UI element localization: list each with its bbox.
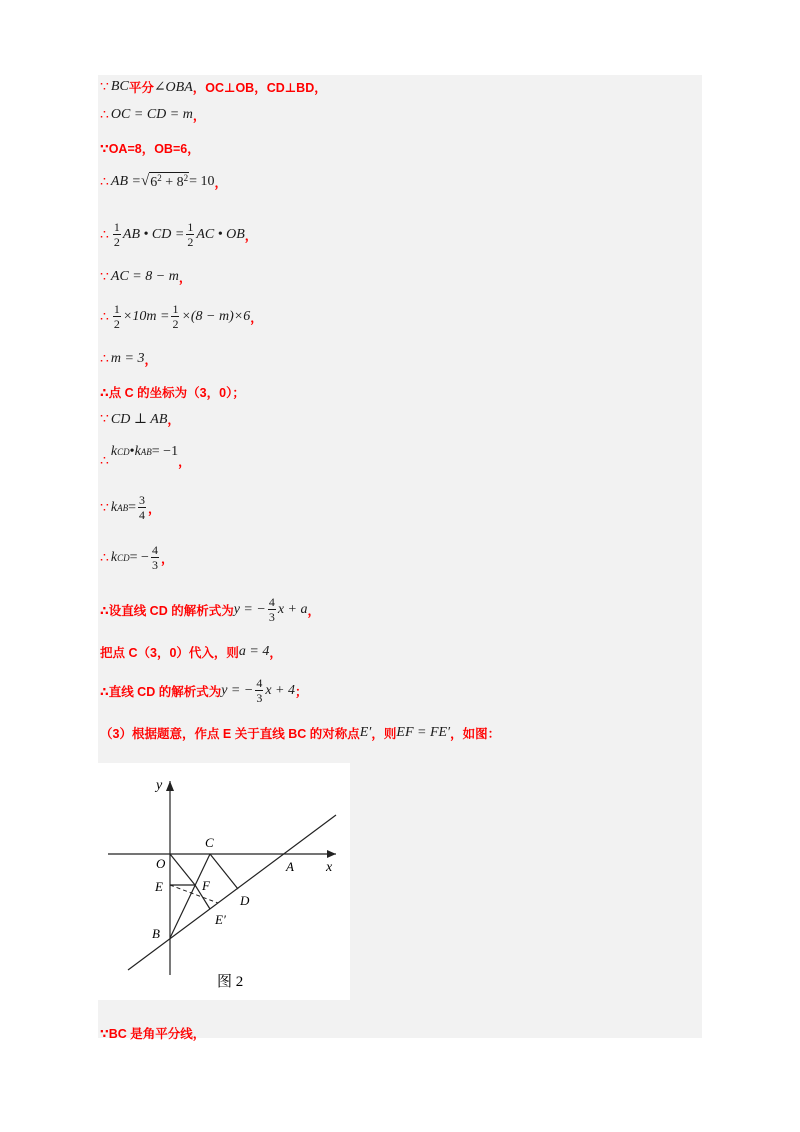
label-o: O bbox=[156, 856, 166, 871]
line-15 bbox=[100, 643, 282, 661]
text: （3）根据题意，作点 E 关于直线 BC 的对称点 bbox=[100, 727, 360, 741]
line-16 bbox=[100, 676, 308, 705]
line-9 bbox=[100, 383, 245, 401]
label-f: F bbox=[202, 878, 210, 893]
line-14 bbox=[100, 595, 320, 624]
text: ∴直线 CD 的解析式为 bbox=[100, 684, 222, 699]
y-arrow-icon bbox=[166, 781, 174, 791]
math: BC bbox=[110, 79, 129, 94]
text: ， bbox=[167, 413, 180, 427]
therefore-symbol: ∴ bbox=[100, 226, 109, 243]
segment-bc bbox=[170, 854, 210, 938]
text: ，OC⊥OB，CD⊥BD， bbox=[192, 81, 327, 95]
label-x: x bbox=[326, 860, 333, 875]
math: ×(8 − m)×6 bbox=[181, 308, 251, 324]
math: CD ⊥ AB bbox=[110, 411, 168, 427]
sqrt-content: $6^2 + 8^2$ bbox=[150, 173, 189, 190]
label-d: D bbox=[240, 893, 250, 908]
line-3 bbox=[100, 139, 200, 157]
therefore-symbol: ∴ bbox=[100, 453, 109, 469]
fraction: $\frac{1}{2}$ bbox=[172, 302, 179, 331]
text: ； bbox=[294, 684, 308, 699]
fraction: $\frac{1}{2}$ bbox=[113, 302, 120, 331]
line-11: ∴ k CD • k AB = −1 ， bbox=[100, 444, 191, 469]
figure-svg bbox=[98, 763, 350, 1000]
line-4: ∴ AB = √ $6^2 + 8^2$ = 10 ， bbox=[100, 173, 228, 190]
math: x + 4 bbox=[265, 682, 295, 698]
math: AB • CD = bbox=[122, 226, 185, 242]
text: ， bbox=[144, 353, 157, 367]
label-a: A bbox=[286, 859, 294, 874]
fraction: $\frac{4}{3}$ bbox=[268, 595, 275, 624]
label-b: B bbox=[152, 926, 160, 941]
segment-of bbox=[170, 854, 195, 885]
text: ∴设直线 CD 的解析式为 bbox=[100, 603, 234, 618]
text: ∴点 C 的坐标为（3，0）； bbox=[100, 386, 245, 400]
math: = 10 bbox=[189, 173, 215, 189]
line-17 bbox=[100, 724, 500, 742]
label-c: C bbox=[205, 835, 214, 850]
math: m = 3 bbox=[110, 351, 145, 366]
line-7 bbox=[100, 302, 263, 331]
text: ， bbox=[214, 175, 228, 190]
line-5 bbox=[100, 220, 257, 249]
text: ， bbox=[148, 501, 161, 516]
math: a = 4 bbox=[238, 644, 270, 659]
text: ，则 bbox=[371, 727, 397, 741]
line-2 bbox=[100, 106, 205, 124]
math: ×10m = bbox=[122, 308, 170, 324]
math: AC = 8 − m bbox=[110, 269, 179, 284]
fraction: $\frac{4}{3}$ bbox=[256, 676, 263, 705]
math: k bbox=[110, 444, 118, 459]
text: ， bbox=[307, 603, 320, 618]
math: ∠OBA bbox=[153, 79, 193, 95]
text: ∵OA=8，OB=6， bbox=[100, 142, 200, 156]
math: EF = FE′ bbox=[396, 725, 451, 740]
math: y = − bbox=[221, 682, 254, 698]
text: ∵BC 是角平分线， bbox=[100, 1027, 206, 1041]
text: 把点 C（3，0）代入，则 bbox=[100, 646, 239, 660]
therefore-symbol: ∴ bbox=[100, 549, 109, 566]
line-1 bbox=[100, 78, 327, 96]
geometry-figure bbox=[98, 763, 350, 1000]
line-13: ∴ k CD = − $\frac{4}{3}$ ， bbox=[100, 543, 174, 572]
figure-caption: 图 2 bbox=[217, 974, 244, 990]
label-e: E bbox=[155, 879, 163, 894]
math: x + a bbox=[277, 601, 308, 617]
line-6 bbox=[100, 268, 191, 286]
math: y = − bbox=[233, 601, 266, 617]
line-12: ∵ k AB = $\frac{3}{4}$ ， bbox=[100, 493, 161, 522]
segment-cd bbox=[210, 854, 238, 889]
fraction: $\frac{1}{2}$ bbox=[113, 220, 120, 249]
text: ， bbox=[244, 228, 258, 243]
label-e-prime: E′ bbox=[215, 912, 226, 927]
fraction: $\frac{3}{4}$ bbox=[139, 493, 146, 522]
math: AC • OB bbox=[196, 226, 245, 242]
text: ， bbox=[178, 271, 192, 285]
math: OC = CD = m bbox=[110, 107, 193, 122]
text: ， bbox=[250, 310, 263, 325]
therefore-symbol: ∴ bbox=[100, 173, 109, 190]
because-symbol: ∵ bbox=[100, 79, 109, 95]
x-arrow-icon bbox=[327, 850, 336, 858]
fraction: $\frac{1}{2}$ bbox=[187, 220, 194, 249]
text: ， bbox=[178, 455, 191, 469]
therefore-symbol: ∴ bbox=[100, 351, 109, 367]
math: AB = bbox=[110, 173, 141, 189]
line-8 bbox=[100, 350, 157, 368]
fraction: $\frac{4}{3}$ bbox=[151, 543, 158, 572]
math: E′ bbox=[359, 725, 372, 740]
text: ，如图： bbox=[450, 727, 501, 741]
because-symbol: ∵ bbox=[100, 499, 109, 516]
because-symbol: ∵ bbox=[100, 269, 109, 285]
text: ， bbox=[192, 109, 206, 123]
therefore-symbol: ∴ bbox=[100, 308, 109, 325]
line-10 bbox=[100, 410, 180, 428]
text: 平分 bbox=[128, 81, 154, 95]
label-y: y bbox=[156, 778, 163, 793]
therefore-symbol: ∴ bbox=[100, 107, 109, 123]
line-18 bbox=[100, 1024, 205, 1042]
text: ， bbox=[160, 551, 174, 566]
because-symbol: ∵ bbox=[100, 411, 109, 427]
text: ， bbox=[269, 646, 282, 660]
